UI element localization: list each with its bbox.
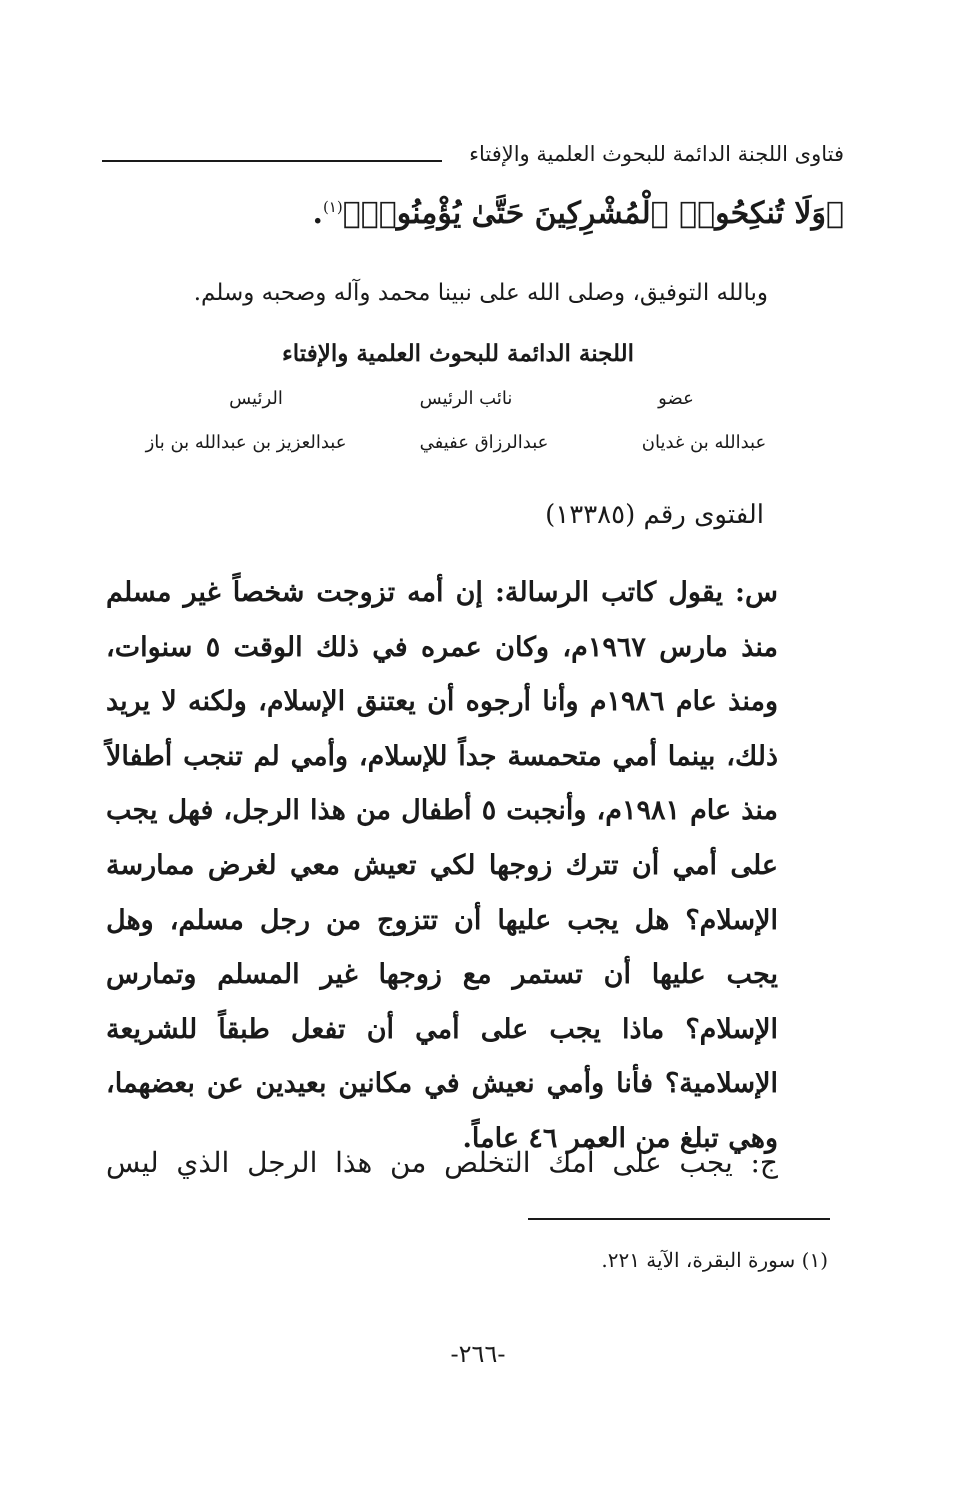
signatory-role-vice-president: نائب الرئيس bbox=[419, 388, 513, 409]
signatory-name-president: عبدالعزيز بن عبدالله بن باز bbox=[145, 432, 347, 453]
footnote-rule bbox=[528, 1218, 830, 1220]
verse-footnote-ref: (١) bbox=[322, 198, 343, 216]
fatwa-number: الفتوى رقم (١٣٣٨٥) bbox=[545, 500, 764, 530]
signatory-name-member: عبدالله بن غديان bbox=[641, 432, 767, 453]
quran-verse bbox=[312, 196, 844, 231]
committee-name: اللجنة الدائمة للبحوث العلمية والإفتاء bbox=[281, 340, 635, 367]
signatory-name-vice-president: عبدالرزاق عفيفي bbox=[419, 432, 549, 453]
signatory-role-president: الرئيس bbox=[229, 388, 283, 409]
footnote: (١) سورة البقرة، الآية ٢٢١. bbox=[601, 1248, 828, 1272]
signatory-role-member: عضو bbox=[658, 388, 694, 409]
page-number: -٢٦٦- bbox=[450, 1340, 506, 1368]
running-header-title: فتاوى اللجنة الدائمة للبحوث العلمية والإفتاء bbox=[469, 142, 844, 166]
answer-text: ج: يجب على أمك التخلص من هذا الرجل الذي ليس bbox=[106, 1146, 778, 1179]
closing-line: وبالله التوفيق، وصلى الله على نبينا محمد وآله وصحبه وسلم. bbox=[193, 280, 768, 306]
question-text: س: يقول كاتب الرسالة: إن أمه تزوجت شخصاً غير مسلم منذ مارس ١٩٦٧م، وكان عمره في ذلك الوقت ٥ سنوات، ومنذ عام ١٩٨٦م وأنا أرجوه أن يعتنق الإسلام، ولكنه لا يريد ذلك، بينما أمي متحمسة جداً للإسلام، وأمي لم تنجب أطفالاً منذ عام ١٩٨١م، وأنجبت ٥ أطفال من هذا الرجل، فهل يجب على أمي أن تترك زوجها لكي تعيش معي لغرض ممارسة الإسلام؟ هل يجب عليها أن تتزوج من رجل مسلم، وهل يجب عليها أن تستمر مع زوجها غير المسلم وتمارس الإسلام؟ ماذا يجب على أمي أن تفعل طبقاً للشريعة الإسلامية؟ فأنا وأمي نعيش في مكانين بعيدين عن بعضهما، وهي تبلغ من العمر ٤٦ عاماً. bbox=[106, 577, 779, 1154]
verse-period: . bbox=[312, 196, 323, 231]
header-rule bbox=[102, 160, 442, 162]
verse-text: ﴿وَلَا تُنكِحُوا۟ ٱلْمُشْرِكِينَ حَتَّىٰ يُؤْمِنُوا۟﴾ bbox=[342, 196, 844, 231]
